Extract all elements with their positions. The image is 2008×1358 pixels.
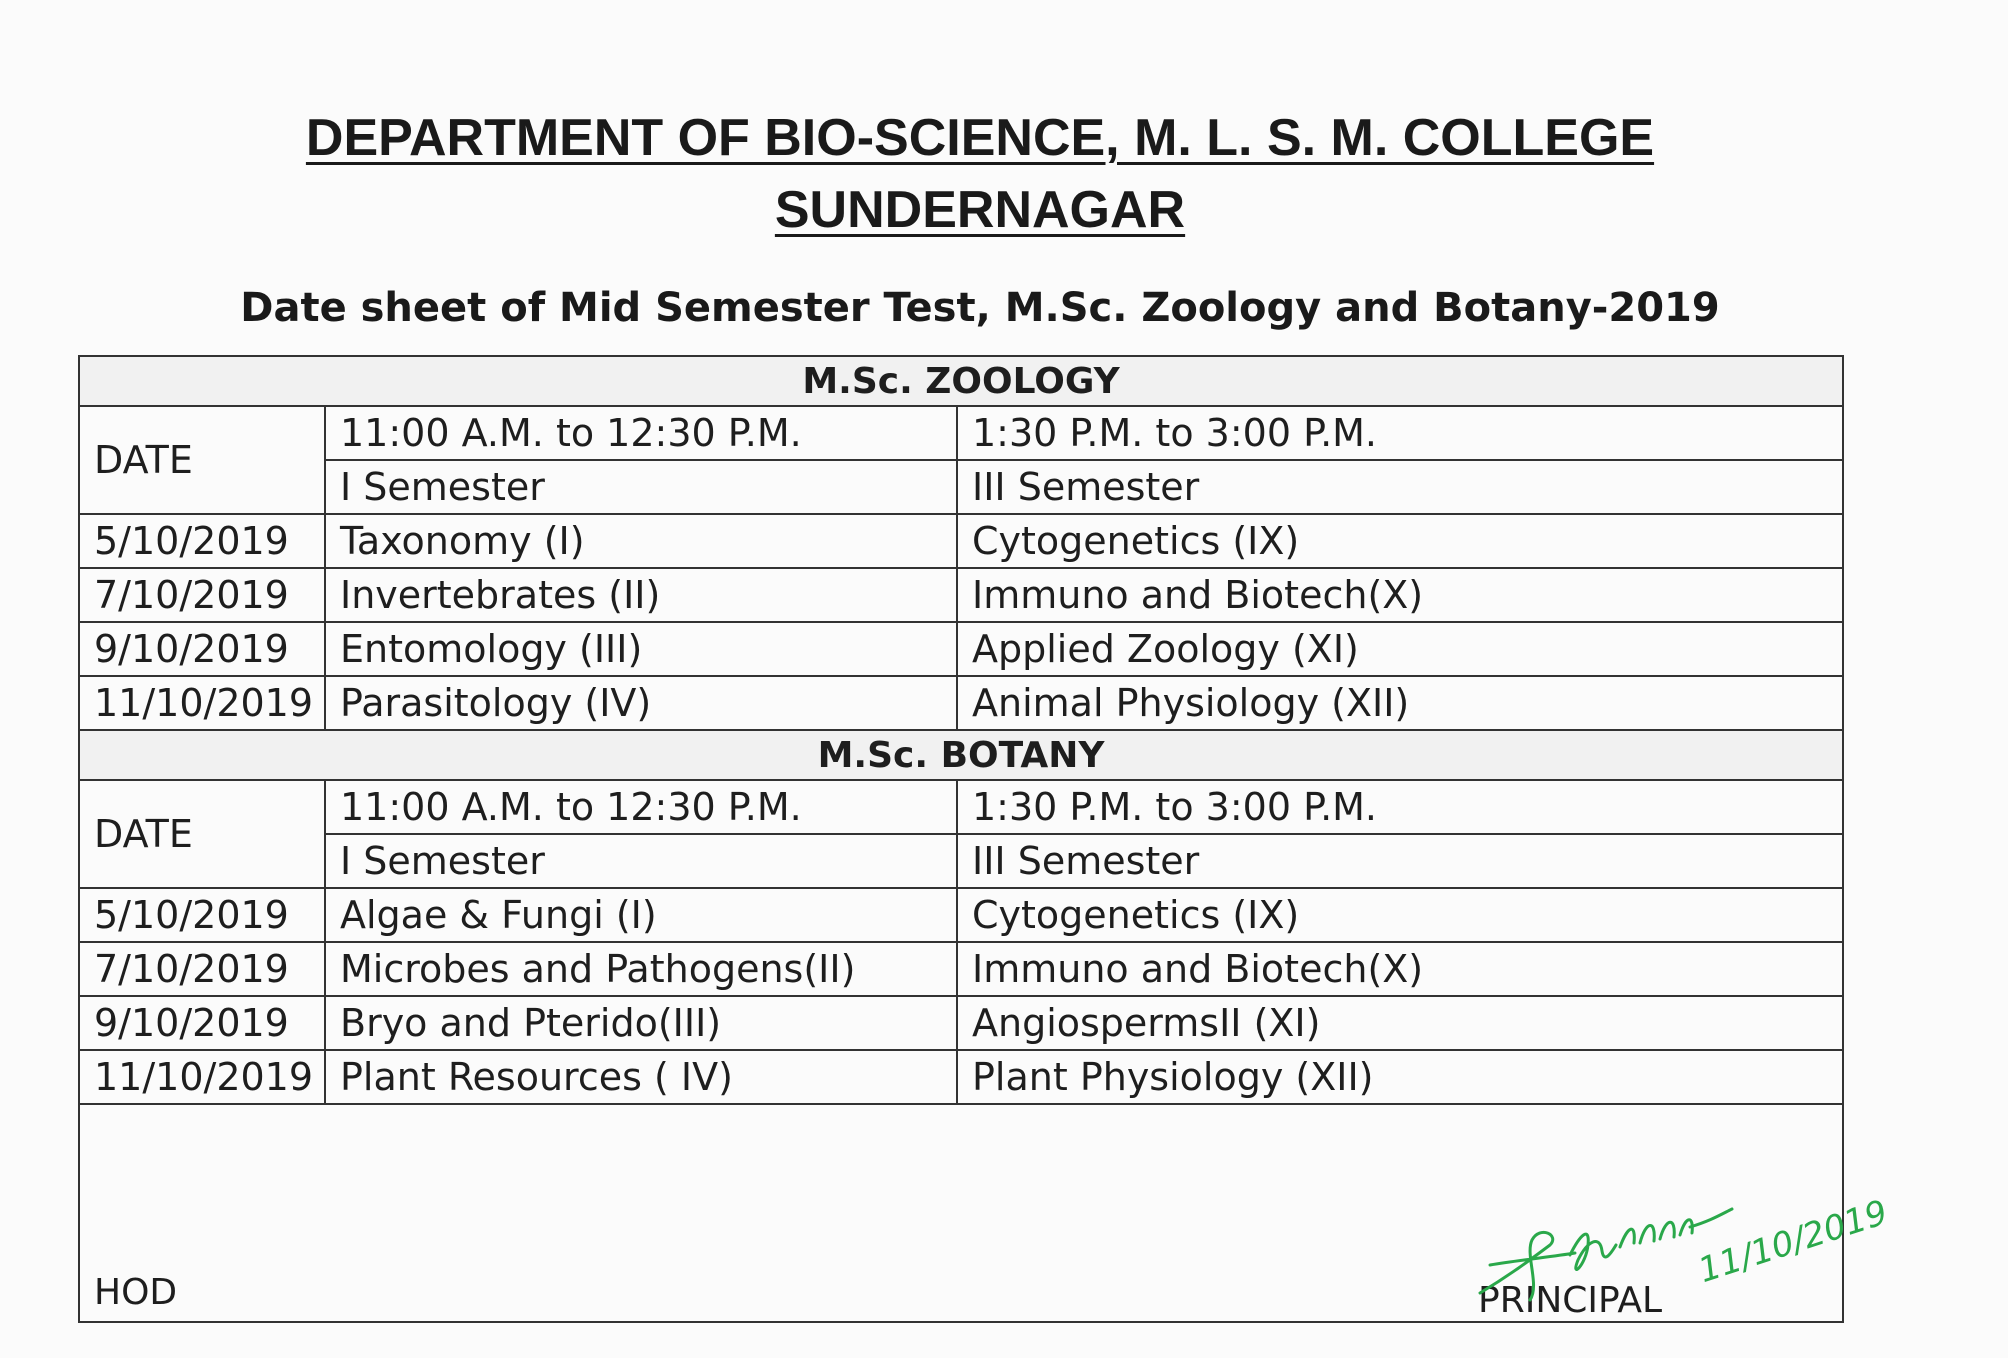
table-row	[79, 622, 1843, 676]
exam-date: 9/10/2019	[79, 996, 325, 1050]
botany-section-title: M.Sc. BOTANY	[79, 730, 1843, 780]
zoology-section-header	[79, 356, 1843, 406]
exam-date: 9/10/2019	[79, 622, 325, 676]
table-row	[79, 676, 1843, 730]
botany-section-header	[79, 730, 1843, 780]
zoology-time-row	[79, 406, 1843, 460]
hod-label: HOD	[94, 1272, 178, 1313]
table-row	[79, 514, 1843, 568]
date-sheet-subtitle: Date sheet of Mid Semester Test, M.Sc. Zoology and Botany-2019	[240, 285, 1720, 331]
zoology-slot1-semester: I Semester	[325, 460, 957, 514]
botany-slot2-time: 1:30 P.M. to 3:00 P.M.	[957, 780, 1843, 834]
table-row	[79, 942, 1843, 996]
college-location-heading: SUNDERNAGAR	[774, 181, 1186, 239]
second-sitting-paper: AngiospermsII (XI)	[957, 996, 1843, 1050]
first-sitting-paper: Algae & Fungi (I)	[325, 888, 957, 942]
department-heading: DEPARTMENT OF BIO-SCIENCE, M. L. S. M. COLLEGE	[305, 109, 1655, 167]
principal-signature	[1470, 1165, 1893, 1315]
table-row	[79, 996, 1843, 1050]
zoology-semester-row	[79, 460, 1843, 514]
exam-date: 5/10/2019	[79, 514, 325, 568]
first-sitting-paper: Parasitology (IV)	[325, 676, 957, 730]
exam-date: 7/10/2019	[79, 568, 325, 622]
exam-date: 7/10/2019	[79, 942, 325, 996]
botany-slot1-time: 11:00 A.M. to 12:30 P.M.	[325, 780, 957, 834]
first-sitting-paper: Taxonomy (I)	[325, 514, 957, 568]
principal-label: PRINCIPAL	[1478, 1280, 1663, 1321]
table-row	[79, 568, 1843, 622]
botany-slot1-semester: I Semester	[325, 834, 957, 888]
zoology-section-title: M.Sc. ZOOLOGY	[79, 356, 1843, 406]
second-sitting-paper: Animal Physiology (XII)	[957, 676, 1843, 730]
exam-date: 11/10/2019	[79, 1050, 325, 1104]
zoology-slot2-time: 1:30 P.M. to 3:00 P.M.	[957, 406, 1843, 460]
zoology-slot2-semester: III Semester	[957, 460, 1843, 514]
signature-date: 11/10/2019	[1693, 1192, 1893, 1292]
first-sitting-paper: Bryo and Pterido(III)	[325, 996, 957, 1050]
first-sitting-paper: Plant Resources ( IV)	[325, 1050, 957, 1104]
second-sitting-paper: Plant Physiology (XII)	[957, 1050, 1843, 1104]
first-sitting-paper: Entomology (III)	[325, 622, 957, 676]
botany-date-label: DATE	[79, 780, 325, 888]
exam-date: 5/10/2019	[79, 888, 325, 942]
botany-semester-row	[79, 834, 1843, 888]
botany-time-row	[79, 780, 1843, 834]
first-sitting-paper: Microbes and Pathogens(II)	[325, 942, 957, 996]
second-sitting-paper: Applied Zoology (XI)	[957, 622, 1843, 676]
second-sitting-paper: Cytogenetics (IX)	[957, 888, 1843, 942]
table-row	[79, 1050, 1843, 1104]
second-sitting-paper: Cytogenetics (IX)	[957, 514, 1843, 568]
zoology-date-label: DATE	[79, 406, 325, 514]
table-row	[79, 888, 1843, 942]
zoology-slot1-time: 11:00 A.M. to 12:30 P.M.	[325, 406, 957, 460]
second-sitting-paper: Immuno and Biotech(X)	[957, 568, 1843, 622]
botany-slot2-semester: III Semester	[957, 834, 1843, 888]
first-sitting-paper: Invertebrates (II)	[325, 568, 957, 622]
exam-date: 11/10/2019	[79, 676, 325, 730]
second-sitting-paper: Immuno and Biotech(X)	[957, 942, 1843, 996]
